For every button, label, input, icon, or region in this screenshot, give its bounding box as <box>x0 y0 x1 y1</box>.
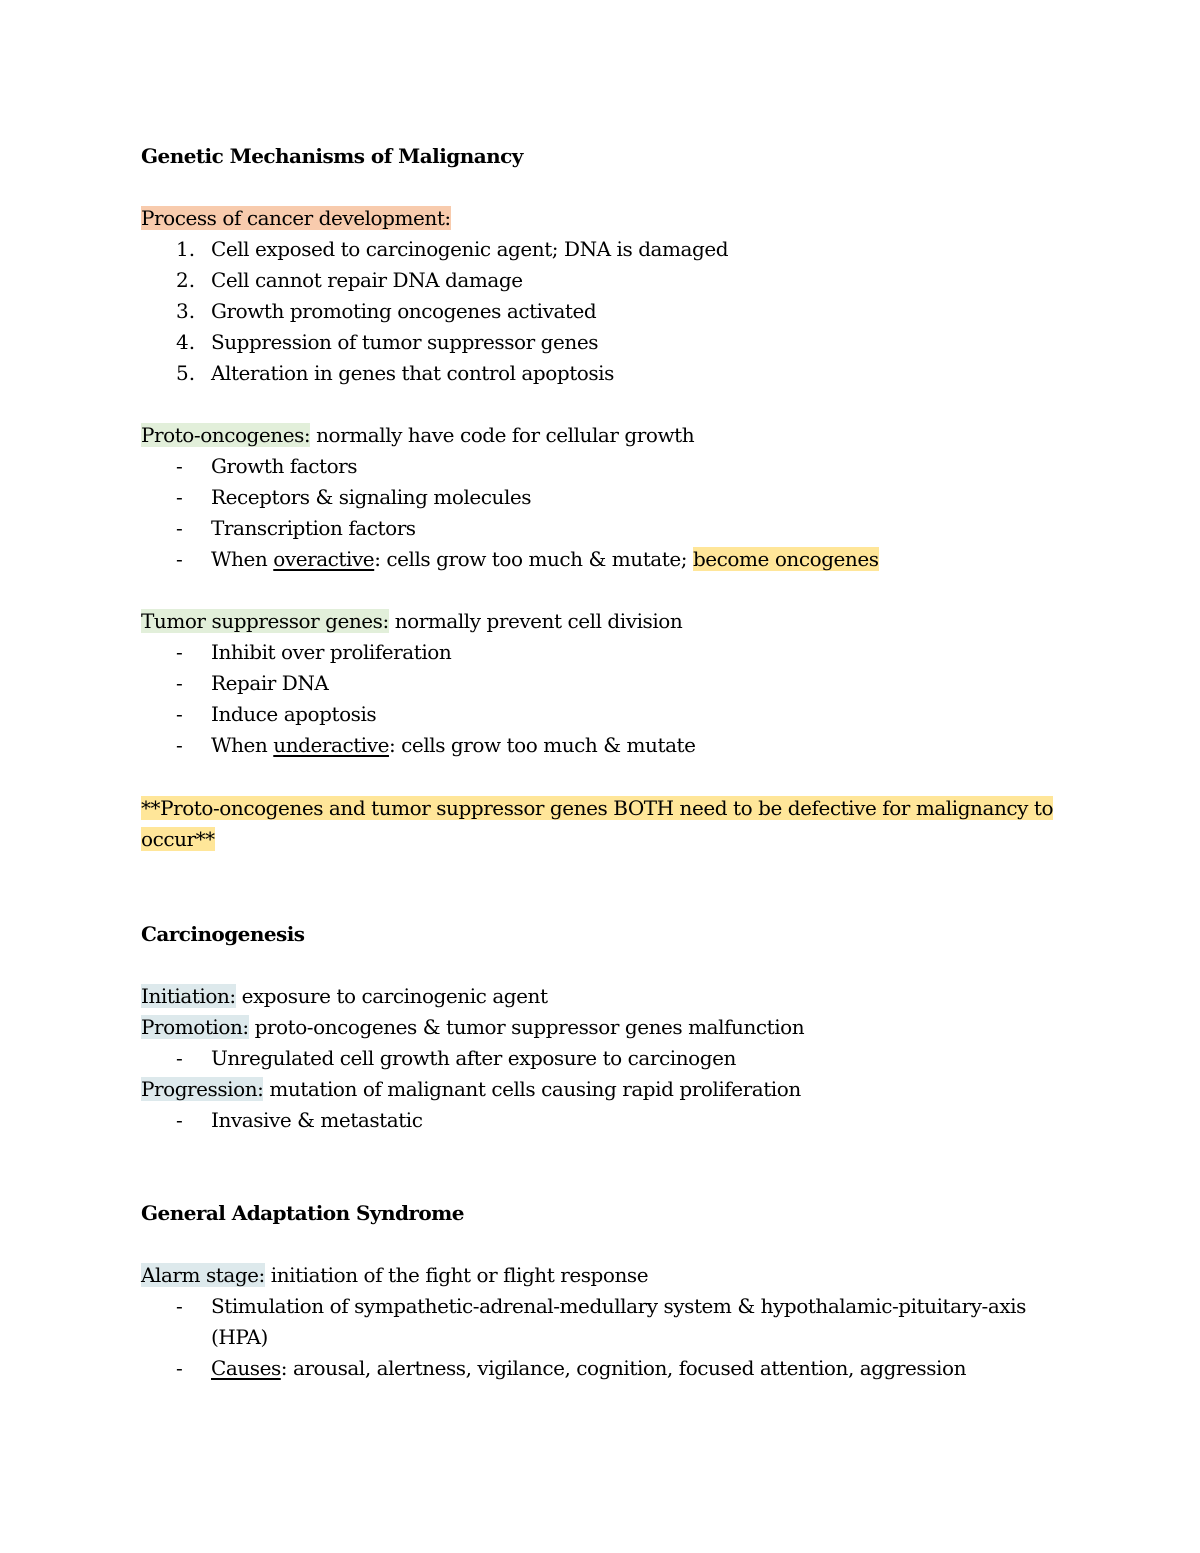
underlined-term: underactive <box>273 733 389 757</box>
dash-bullet: - <box>176 702 183 726</box>
list-item <box>211 1354 966 1382</box>
proto-label: Proto-oncogenes: <box>141 423 311 447</box>
heading-genetic-mechanisms: Genetic Mechanisms of Malignancy <box>141 144 523 168</box>
dash-bullet: - <box>176 1356 183 1380</box>
alarm-desc: initiation of the fight or flight response <box>264 1263 649 1287</box>
dash-bullet: - <box>176 485 183 509</box>
underlined-term: overactive <box>273 547 375 571</box>
promotion-label: Promotion: <box>141 1015 249 1039</box>
note-line-2 <box>141 825 215 853</box>
dash-bullet: - <box>176 733 183 757</box>
list-number: 3. <box>176 299 196 323</box>
list-item <box>211 545 879 573</box>
list-item <box>211 731 696 759</box>
list-item: Inhibit over proliferation <box>211 640 452 664</box>
list-number: 2. <box>176 268 196 292</box>
note-text: occur** <box>141 827 215 851</box>
list-item: Invasive & metastatic <box>211 1108 423 1132</box>
list-item: Unregulated cell growth after exposure to carcinogen <box>211 1046 736 1070</box>
note-text: **Proto-oncogenes and tumor suppressor genes BOTH need to be defective for malignancy to <box>141 796 1054 820</box>
underlined-term: Causes <box>211 1356 281 1380</box>
list-item: Growth factors <box>211 454 358 478</box>
process-label: Process of cancer development: <box>141 206 451 230</box>
text-run: : cells grow too much & mutate; <box>374 547 693 571</box>
list-item: Cell exposed to carcinogenic agent; DNA is damaged <box>211 237 729 261</box>
list-item: Receptors & signaling molecules <box>211 485 532 509</box>
promotion-desc: proto-oncogenes & tumor suppressor genes malfunction <box>248 1015 805 1039</box>
tumor-desc: normally prevent cell division <box>388 609 683 633</box>
dash-bullet: - <box>176 547 183 571</box>
alarm-line <box>141 1261 648 1289</box>
heading-general-adaptation: General Adaptation Syndrome <box>141 1201 464 1225</box>
list-item: Induce apoptosis <box>211 702 377 726</box>
progression-line <box>141 1075 801 1103</box>
list-item: Cell cannot repair DNA damage <box>211 268 523 292</box>
highlighted-phrase: become oncogenes <box>692 547 879 571</box>
heading-carcinogenesis: Carcinogenesis <box>141 922 305 946</box>
progression-label: Progression: <box>141 1077 264 1101</box>
dash-bullet: - <box>176 1046 183 1070</box>
dash-bullet: - <box>176 671 183 695</box>
initiation-label: Initiation: <box>141 984 236 1008</box>
alarm-label: Alarm stage: <box>141 1263 265 1287</box>
dash-bullet: - <box>176 454 183 478</box>
promotion-line <box>141 1013 804 1041</box>
list-number: 5. <box>176 361 196 385</box>
proto-desc: normally have code for cellular growth <box>310 423 695 447</box>
text-run: When <box>211 733 274 757</box>
list-item: Alteration in genes that control apoptosis <box>211 361 614 385</box>
progression-desc: mutation of malignant cells causing rapid proliferation <box>263 1077 801 1101</box>
proto-line <box>141 421 694 449</box>
process-label-line <box>141 204 451 232</box>
list-item-continued: (HPA) <box>211 1325 268 1349</box>
dash-bullet: - <box>176 1108 183 1132</box>
dash-bullet: - <box>176 1294 183 1318</box>
text-run: : arousal, alertness, vigilance, cognition, focused attention, aggression <box>280 1356 967 1380</box>
list-number: 4. <box>176 330 196 354</box>
list-item: Suppression of tumor suppressor genes <box>211 330 599 354</box>
initiation-line <box>141 982 548 1010</box>
dash-bullet: - <box>176 640 183 664</box>
text-run: When <box>211 547 274 571</box>
text-run: : cells grow too much & mutate <box>388 733 696 757</box>
list-item: Transcription factors <box>211 516 416 540</box>
list-item: Repair DNA <box>211 671 329 695</box>
list-number: 1. <box>176 237 196 261</box>
tumor-label: Tumor suppressor genes: <box>141 609 389 633</box>
list-item: Growth promoting oncogenes activated <box>211 299 597 323</box>
note-line-1 <box>141 794 1053 822</box>
dash-bullet: - <box>176 516 183 540</box>
list-item: Stimulation of sympathetic-adrenal-medullary system & hypothalamic-pituitary-axis <box>211 1294 1026 1318</box>
initiation-desc: exposure to carcinogenic agent <box>235 984 548 1008</box>
tumor-line <box>141 607 682 635</box>
